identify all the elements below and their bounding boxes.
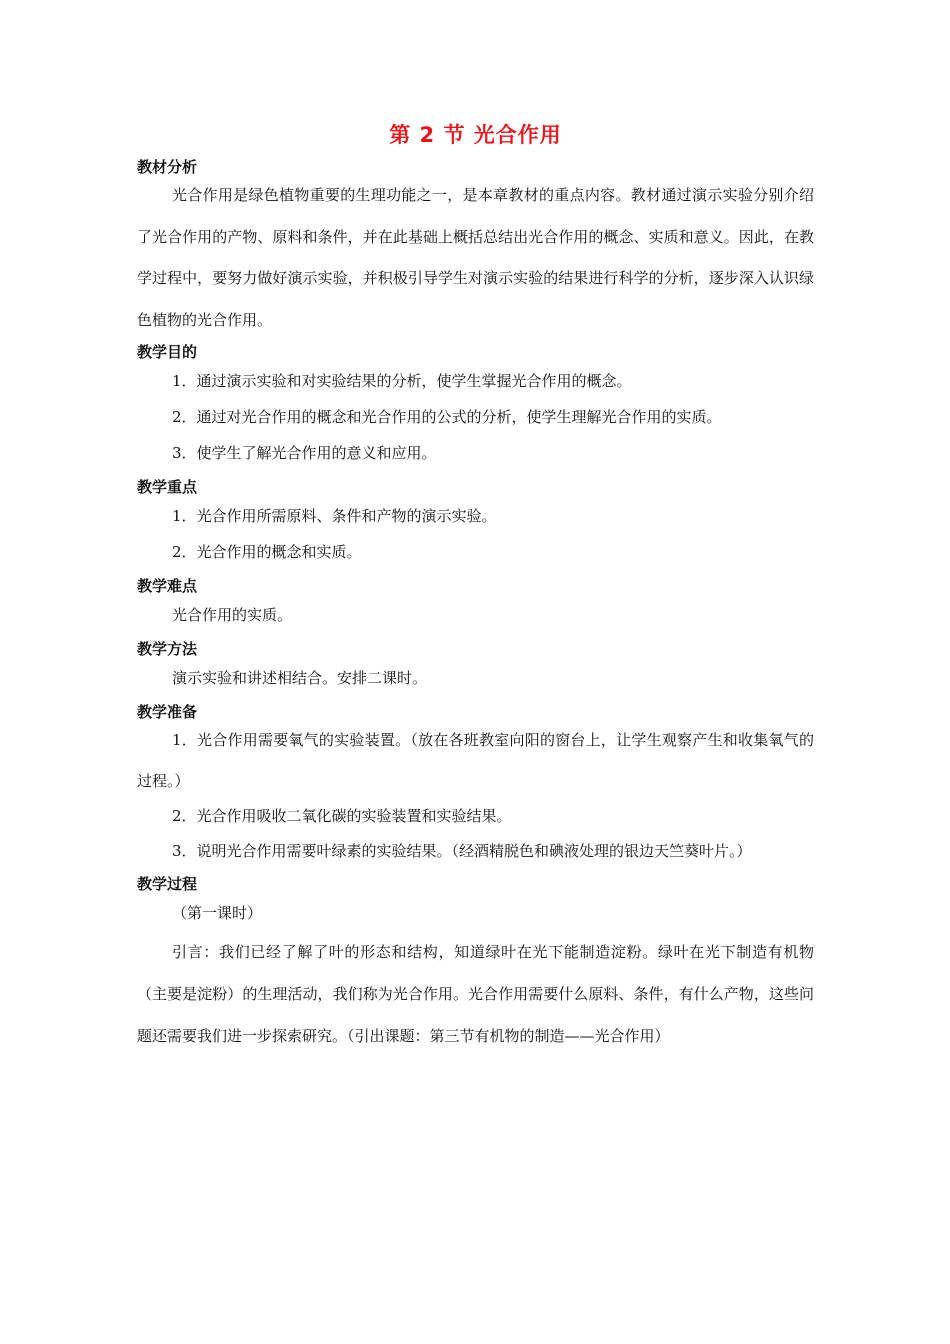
objective-item-2: 2．通过对光合作用的概念和光合作用的公式的分析，使学生理解光合作用的实质。 — [172, 408, 722, 426]
process-heading: 教学过程 — [137, 875, 198, 893]
document-page — [137, 118, 814, 1057]
preparation-heading: 教学准备 — [137, 703, 198, 721]
preparation-item-1: 1．光合作用需要氧气的实验装置。（放在各班教室向阳的窗台上，让学生观察产生和收集氧气的过程。） — [137, 731, 814, 790]
difficulty-heading: 教学难点 — [137, 577, 198, 595]
objectives-heading: 教学目的 — [137, 343, 198, 361]
objective-item-1: 1．通过演示实验和对实验结果的分析，使学生掌握光合作用的概念。 — [172, 372, 632, 390]
key-point-item-1: 1．光合作用所需原料、条件和产物的演示实验。 — [172, 507, 497, 525]
process-intro-paragraph: 引言：我们已经了解了叶的形态和结构，知道绿叶在光下能制造淀粉。绿叶在光下制造有机物（主要是淀粉）的生理活动，我们称为光合作用。光合作用需要什么原料、条件，有什么产物，这些问题还需要我们进一步探索研究。（引出课题：第三节有机物的制造——光合作用） — [137, 943, 814, 1045]
preparation-item-2: 2．光合作用吸收二氧化碳的实验装置和实验结果。 — [172, 807, 512, 825]
page-title: 第 2 节 光合作用 — [389, 123, 562, 147]
method-text: 演示实验和讲述相结合。安排二课时。 — [172, 669, 428, 687]
objective-item-3: 3．使学生了解光合作用的意义和应用。 — [172, 444, 437, 462]
key-points-heading: 教学重点 — [137, 478, 198, 496]
preparation-item-3: 3．说明光合作用需要叶绿素的实验结果。（经酒精脱色和碘液处理的银边天竺葵叶片。） — [172, 842, 752, 860]
difficulty-text: 光合作用的实质。 — [172, 606, 293, 624]
analysis-paragraph: 光合作用是绿色植物重要的生理功能之一，是本章教材的重点内容。教材通过演示实验分别介绍了光合作用的产物、原料和条件，并在此基础上概括总结出光合作用的概念、实质和意义。因此，在教学过程中，要努力做好演示实验，并积极引导学生对演示实验的结果进行科学的分析，逐步深入认识绿色植物的光合作用。 — [137, 186, 814, 329]
key-point-item-2: 2．光合作用的概念和实质。 — [172, 543, 362, 561]
method-heading: 教学方法 — [137, 640, 198, 658]
analysis-heading: 教材分析 — [137, 158, 198, 176]
lesson-label: （第一课时） — [172, 904, 263, 922]
